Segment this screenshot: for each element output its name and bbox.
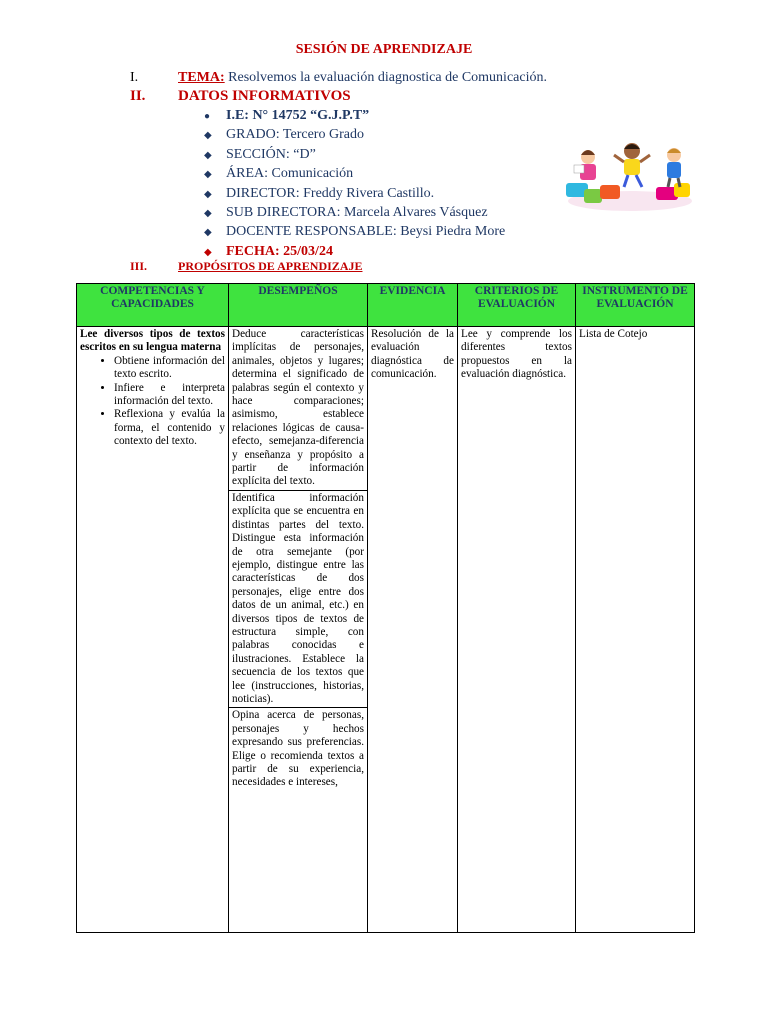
section-datos-informativos [130,88,351,105]
competencia-cell [77,327,229,933]
list-item: • Infiere e interpreta información del texto. [114,382,225,409]
header-evidencia: EVIDENCIA [368,284,458,327]
capacidades-list [80,355,225,449]
tema-label: TEMA: [178,70,225,85]
desempeno-item: Opina acerca de personas, personajes y hechos expresando sus preferencias. Elige o recomienda textos a partir de su experiencia, necesidades e intereses, [232,709,364,789]
document-title: SESIÓN DE APRENDIZAJE [295,42,473,57]
info-item-fecha: ◆ FECHA: 25/03/24 [204,242,505,261]
list-item: • Reflexiona y evalúa la forma, el contenido y contexto del texto. [114,408,225,448]
purposes-table [76,283,695,933]
tema-value: Resolvemos la evaluación diagnostica de Comunicación. [224,70,547,85]
info-item-grado: ◆ GRADO: Tercero Grado [204,125,505,144]
instrumento-cell: Lista de Cotejo [576,327,695,933]
diamond-bullet-icon: ◆ [204,188,212,200]
children-playing-illustration [560,135,700,215]
section-label: DATOS INFORMATIVOS [178,88,351,104]
section-number: II. [130,88,146,104]
header-desempenos: DESEMPEÑOS [229,284,368,327]
diamond-bullet-icon: ◆ [204,207,212,219]
section-number: III. [130,259,148,273]
competencia-title: Lee diversos tipos de textos escritos en su lengua materna [80,328,225,354]
diamond-bullet-icon: ◆ [204,130,212,142]
info-item-docente: ◆ DOCENTE RESPONSABLE: Beysi Piedra More [204,222,505,241]
evidencia-cell: Resolución de la evaluación diagnóstica de comunicación. [368,327,458,933]
section-tema [130,70,547,86]
header-competencias: COMPETENCIAS Y CAPACIDADES [77,284,229,327]
diamond-bullet-icon: ◆ [204,227,212,239]
diamond-bullet-icon: ◆ [204,149,212,161]
section-label: PROPÓSITOS DE APRENDIZAJE [178,259,363,273]
header-instrumento: INSTRUMENTO DE EVALUACIÓN [576,284,695,327]
criterios-cell: Lee y comprende los diferentes textos propuestos en la evaluación diagnóstica. [458,327,576,933]
info-list [204,106,505,261]
info-item-ie: ● I.E: N° 14752 “G.J.P.T” [204,106,505,125]
desempenos-cell [229,327,368,933]
section-propositos [130,259,362,274]
desempeno-item: Deduce características implícitas de personajes, animales, objetos y lugares; determina el significado de palabras según el contexto y hace comparaciones; asimismo, establece relaciones lógicas de causa-efecto, semejanza-diferencia y enseñanza y propósito a partir de información explícita del texto. [229,327,367,491]
diamond-bullet-icon: ◆ [204,169,212,181]
header-criterios: CRITERIOS DE EVALUACIÓN [458,284,576,327]
info-item-seccion: ◆ SECCIÓN: “D” [204,145,505,164]
diamond-bullet-icon: ◆ [204,246,212,258]
bullet-icon: ● [204,111,211,122]
info-item-director: ◆ DIRECTOR: Freddy Rivera Castillo. [204,184,505,203]
info-item-subdirectora: ◆ SUB DIRECTORA: Marcela Alvares Vásquez [204,203,505,222]
desempeno-item: Identifica información explícita que se encuentra en distintas partes del texto. Distingue esta información de otra semejante (por ejemplo, distingue entre las características de dos personajes, elige entre dos datos de un animal, etc.) en diversos tipos de textos de estructura simple, con palabras conocidas e ilustraciones. Establece la secuencia de los textos que lee (instrucciones, historias, noticias). [229,491,367,709]
section-number: I. [130,70,139,85]
info-item-area: ◆ ÁREA: Comunicación [204,164,505,183]
table-header-row [77,284,695,327]
table-row [77,327,695,933]
list-item: • Obtiene información del texto escrito. [114,355,225,382]
